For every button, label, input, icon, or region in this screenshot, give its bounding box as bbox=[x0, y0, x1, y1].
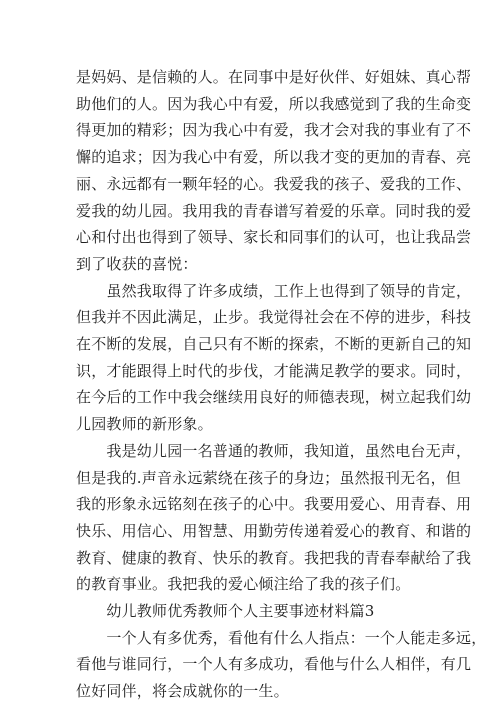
text-line: 心和付出也得到了领导、家长和同事们的认可，也让我品尝 bbox=[76, 228, 472, 247]
text-line: 我的形象永远铭刻在孩子的心中。我要用爱心、用青春、用 bbox=[76, 495, 472, 514]
text-line: 得更加的精彩；因为我心中有爱，我才会对我的事业有了不 bbox=[76, 121, 472, 140]
text-line: 爱我的幼儿园。我用我的青春谱写着爱的乐章。同时我的爱 bbox=[76, 201, 472, 220]
text-line: 快乐、用信心、用智慧、用勤劳传递着爱心的教育、和谐的 bbox=[76, 521, 472, 540]
text-line: 看他与谁同行，一个人有多成功，看他与什么人相伴，有几 bbox=[76, 655, 472, 674]
text-line: 虽然我取得了许多成绩，工作上也得到了领导的肯定， bbox=[76, 281, 472, 300]
text-line: 一个人有多优秀，看他有什么人指点：一个人能走多远， bbox=[76, 628, 487, 647]
article-body bbox=[76, 64, 487, 705]
text-line: 识，才能跟得上时代的步伐，才能满足教学的要求。同时， bbox=[76, 361, 472, 380]
text-line: 到了收获的喜悦： bbox=[76, 254, 198, 273]
text-line: 位好同伴，将会成就你的一生。 bbox=[76, 682, 289, 701]
text-line: 的教育事业。我把我的爱心倾注给了我的孩子们。 bbox=[76, 575, 411, 594]
text-line: 教育、健康的教育、快乐的教育。我把我的青春奉献给了我 bbox=[76, 548, 472, 567]
text-line: 在今后的工作中我会继续用良好的师德表现，树立起我们幼 bbox=[76, 388, 472, 407]
text-line: 是妈妈、是信赖的人。在同事中是好伙伴、好姐妹、真心帮 bbox=[76, 68, 472, 86]
text-line: 但我并不因此满足，止步。我觉得社会在不停的进步，科技 bbox=[76, 308, 472, 327]
text-line: 我是幼儿园一名普通的教师，我知道，虽然电台无声， bbox=[76, 441, 472, 460]
text-line: 儿园教师的新形象。 bbox=[76, 415, 213, 434]
text-line: 懈的追求；因为我心中有爱，所以我才变的更加的青春、亮 bbox=[76, 148, 472, 167]
text-line: 但是我的.声音永远萦绕在孩子的身边；虽然报刊无名，但 bbox=[76, 468, 461, 487]
text-line: 在不断的发展，自己只有不断的探索，不断的更新自己的知 bbox=[76, 335, 472, 354]
text-line: 助他们的人。因为我心中有爱，所以我感觉到了我的生命变 bbox=[76, 94, 472, 113]
section-heading: 幼儿教师优秀教师个人主要事迹材料篇3 bbox=[76, 602, 375, 621]
text-line: 丽、永远都有一颗年轻的心。我爱我的孩子、爱我的工作、 bbox=[76, 174, 472, 193]
